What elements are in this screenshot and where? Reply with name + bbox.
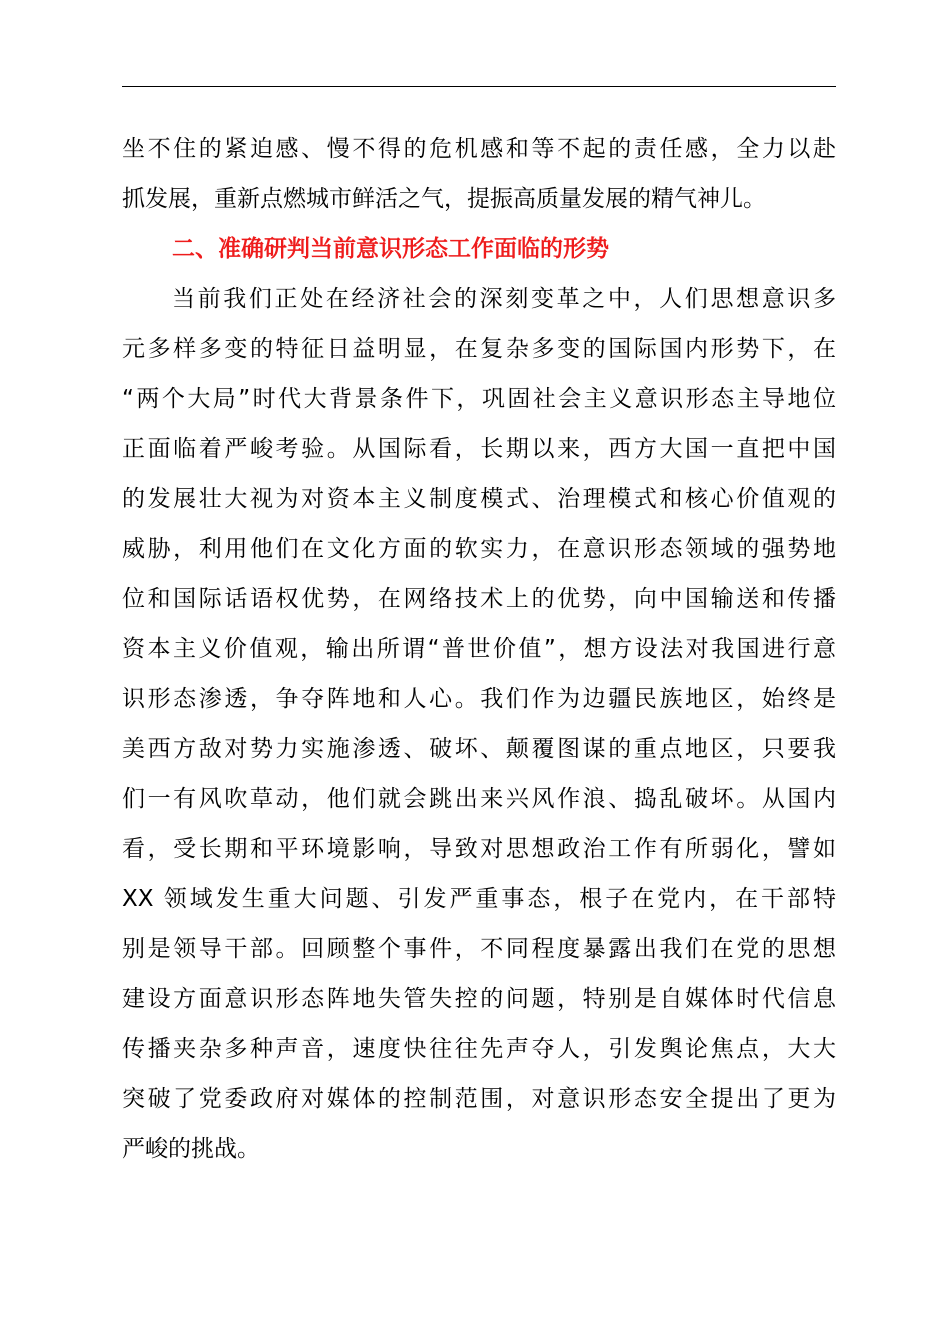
paragraph-2-line-7: 位和国际话语权优势，在网络技术上的优势，向中国输送和传播 xyxy=(122,586,836,612)
paragraph-2-line-3: “两个大局”时代大背景条件下，巩固社会主义意识形态主导地位 xyxy=(122,386,836,412)
paragraph-2-line-1: 当前我们正处在经济社会的深刻变革之中，人们思想意识多 xyxy=(172,286,836,312)
paragraph-1-line-2: 抓发展，重新点燃城市鲜活之气，提振高质量发展的精气神儿。 xyxy=(122,186,766,212)
paragraph-2-line-4: 正面临着严峻考验。从国际看，长期以来，西方大国一直把中国 xyxy=(122,436,836,462)
paragraph-2-line-16: 传播夹杂多种声音，速度快往往先声夺人，引发舆论焦点，大大 xyxy=(122,1036,836,1062)
paragraph-2-line-15: 建设方面意识形态阵地失管失控的问题，特别是自媒体时代信息 xyxy=(122,986,836,1012)
paragraph-2-line-12: 看，受长期和平环境影响，导致对思想政治工作有所弱化，譬如 xyxy=(122,836,836,862)
header-rule xyxy=(122,86,836,87)
paragraph-1-line-1: 坐不住的紧迫感、慢不得的危机感和等不起的责任感，全力以赴 xyxy=(122,136,836,162)
paragraph-2-line-10: 美西方敌对势力实施渗透、破坏、颠覆图谋的重点地区，只要我 xyxy=(122,736,836,762)
section-heading: 二、准确研判当前意识形态工作面临的形势 xyxy=(172,236,609,262)
paragraph-2-line-9: 识形态渗透，争夺阵地和人心。我们作为边疆民族地区，始终是 xyxy=(122,686,836,712)
paragraph-2-line-14: 别是领导干部。回顾整个事件，不同程度暴露出我们在党的思想 xyxy=(122,936,836,962)
paragraph-2-line-13: XX 领域发生重大问题、引发严重事态，根子在党内，在干部特 xyxy=(122,886,836,912)
paragraph-2-line-18: 严峻的挑战。 xyxy=(122,1136,260,1162)
paragraph-2-line-11: 们一有风吹草动，他们就会跳出来兴风作浪、捣乱破坏。从国内 xyxy=(122,786,836,812)
paragraph-2-line-5: 的发展壮大视为对资本主义制度模式、治理模式和核心价值观的 xyxy=(122,486,836,512)
paragraph-2-line-17: 突破了党委政府对媒体的控制范围，对意识形态安全提出了更为 xyxy=(122,1086,836,1112)
document-body xyxy=(122,124,836,1174)
paragraph-2-line-2: 元多样多变的特征日益明显，在复杂多变的国际国内形势下，在 xyxy=(122,336,836,362)
paragraph-2-line-6: 威胁，利用他们在文化方面的软实力，在意识形态领域的强势地 xyxy=(122,536,836,562)
paragraph-2-line-8: 资本主义价值观，输出所谓“普世价值”，想方设法对我国进行意 xyxy=(122,636,836,662)
